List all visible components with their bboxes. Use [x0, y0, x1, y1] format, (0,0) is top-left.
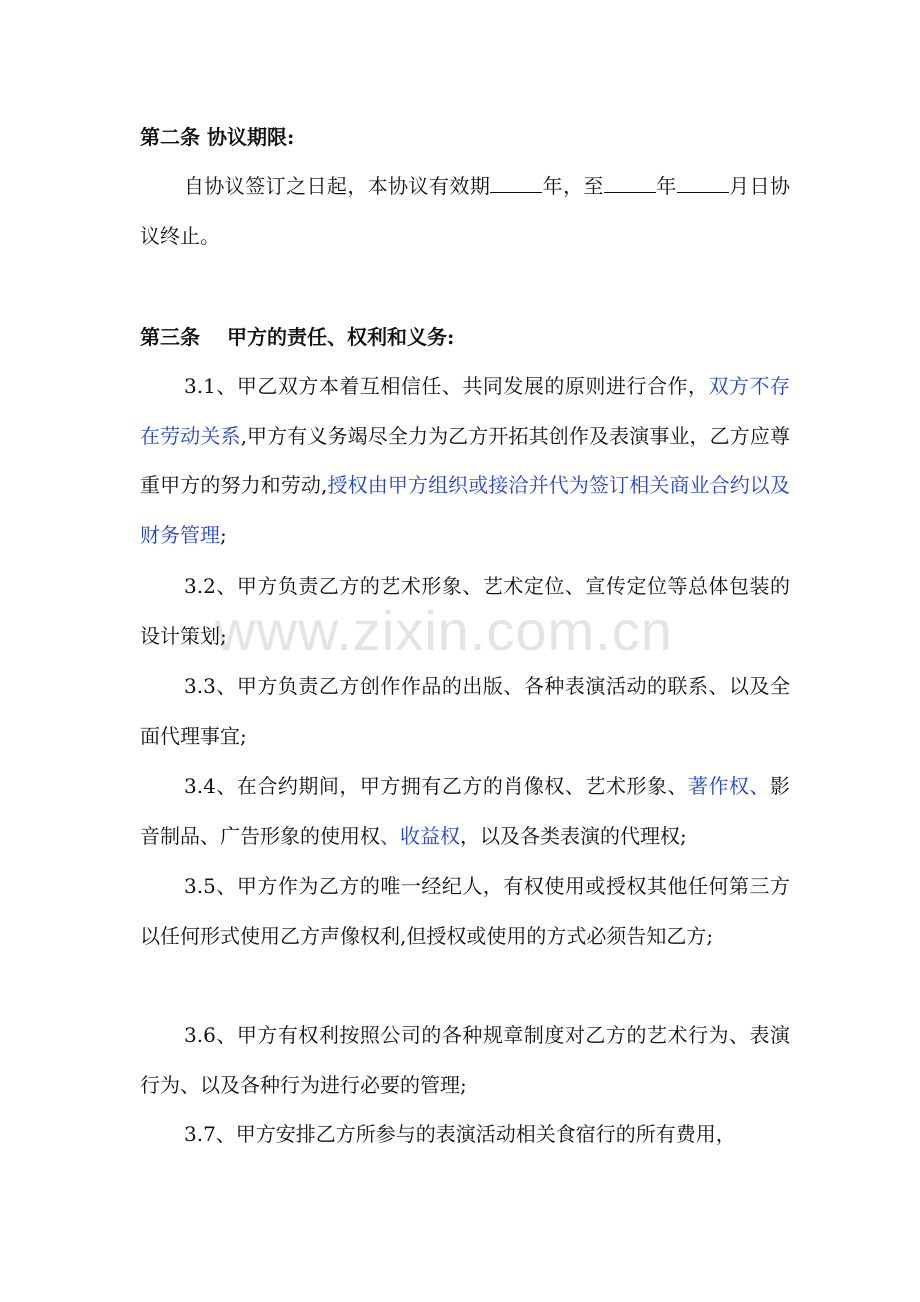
clause-3-1 — [140, 362, 790, 560]
article-2-text-4: 月日协议终止。 — [140, 174, 791, 248]
clause-3-4-text-b: 影音制品、广告形象的使用权 — [140, 774, 790, 848]
clause-3-3: 3.3、甲方负责乙方创作作品的出版、各种表演活动的联系、以及全面代理事宜; — [140, 674, 790, 748]
article-2-paragraph — [140, 162, 790, 261]
article-2-text-2: 年，至 — [542, 174, 604, 198]
clause-3-2: 3.2、甲方负责乙方的艺术形象、艺术定位、宣传定位等总体包装的设计策划; — [140, 574, 790, 648]
clause-3-4 — [140, 762, 790, 861]
clause-3-1-text-c: ; — [220, 522, 227, 547]
blank-line-year — [604, 176, 656, 193]
clause-3-1-text-a: 3.1、甲乙双方本着互相信任、共同发展的原则进行合作， — [184, 374, 709, 398]
article-2-text-1: 自协议签订之日起，本协议有效期 — [184, 174, 491, 198]
article-3-heading: 第三条 甲方的责任、权利和义务: — [140, 325, 455, 349]
blank-line-month — [677, 176, 729, 193]
clause-3-4-text-c: ，以及各类表演的代理权; — [460, 823, 687, 848]
clause-3-1-highlight-a: 双方不存在劳动关系 — [140, 374, 791, 448]
clause-3-5: 3.5、甲方作为乙方的唯一经纪人，有权使用或授权其他任何第三方以任何形式使用乙方声像权利,但授权或使用的方式必须告知乙方; — [140, 874, 790, 948]
clause-3-4-highlight-a: 著作权、 — [687, 774, 770, 798]
clause-3-1-highlight-b: 授权由甲方组织或接洽并代为签订相关商业合约以及财务管理 — [140, 473, 791, 547]
blank-line-years — [490, 176, 542, 193]
clause-3-1-text-b: ,甲方有义务竭尽全力为乙方开拓其创作及表演事业，乙方应尊重甲方的努力和劳动, — [140, 423, 791, 497]
clause-3-4-highlight-b: 、收益权 — [380, 823, 460, 848]
article-2-heading: 第二条 协议期限: — [140, 125, 295, 149]
article-2-text-3: 年 — [655, 174, 677, 198]
clause-3-7: 3.7、甲方安排乙方所参与的表演活动相关食宿行的所有费用， — [184, 1122, 736, 1146]
clause-3-6: 3.6、甲方有权利按照公司的各种规章制度对乙方的艺术行为、表演行为、以及各种行为进行必要的管理; — [140, 1023, 790, 1097]
clause-3-4-text-a: 3.4、在合约期间，甲方拥有乙方的肖像权、艺术形象、 — [184, 774, 688, 798]
watermark: www.zixin.com.cn — [215, 599, 673, 662]
